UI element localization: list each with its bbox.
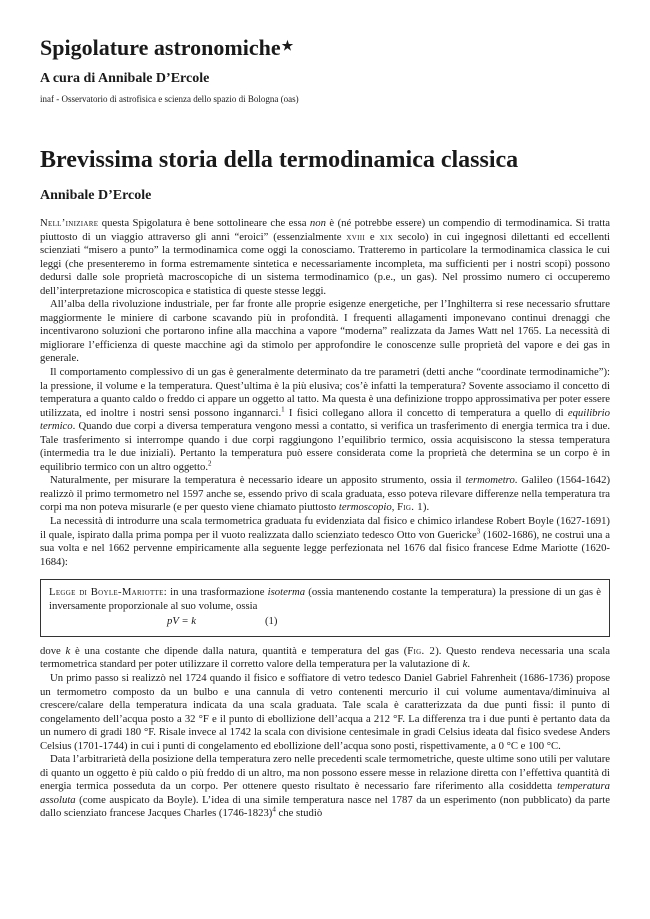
article-title: Brevissima storia della termodinamica classica bbox=[40, 147, 519, 173]
law-title: Legge di Boyle-Mariotte: bbox=[49, 586, 167, 599]
article-author: Annibale D’Ercole bbox=[40, 188, 152, 203]
text-run: ). bbox=[422, 501, 430, 514]
text-run: La necessità di introdurre una scala termometrica graduata fu evidenziata dal fisico e chimico irlandese Robert Boyle (1627-1691) il quale, ispirato dalla prima pompa per il vuoto realizzata dallo scienziato tedesco Otto von Guericke bbox=[40, 515, 610, 541]
text-run: che studiò bbox=[275, 807, 323, 820]
text-run: . Quando due corpi a diversa temperatura vengono messi a contatto, si verifica un trasferimento di energia termica tra i due. Tale trasferimento si interrompe quando i due corpi raggiungono l’equilibrio termico, ossia acquisiscono la stessa temperatura (intermedia tra le due iniziali). Pertanto la temperatura può essere considerata come la proprietà che determina se un corpo è in equilibrio termico con un altro oggetto. bbox=[40, 420, 610, 473]
article-body bbox=[40, 217, 610, 821]
emphasis: termoscopio bbox=[338, 501, 392, 514]
figure-ref-2[interactable]: Fig. 2 bbox=[407, 644, 436, 657]
footnote-ref-4[interactable]: 4 bbox=[272, 805, 276, 814]
text-run: questa Spigolatura è bene sottolineare che essa bbox=[98, 217, 310, 229]
paragraph-intro bbox=[40, 217, 610, 298]
emphasis: isoterma bbox=[267, 586, 306, 599]
equation-number: (1) bbox=[265, 615, 278, 628]
footnote-ref-2[interactable]: 2 bbox=[208, 459, 212, 468]
text-run: è una costante che dipende dalla natura, quantità e temperatura del gas ( bbox=[70, 644, 408, 657]
equation-body: pV = k bbox=[167, 615, 196, 628]
paragraph-fahrenheit: Un primo passo si realizzò nel 1724 quando il fisico e soffiatore di vetro tedesco Daniel Gabriel Fahrenheit (1686-1736) propose un termometro composto da un bulbo e una cannula di vetro contenenti mercurio il cui volume aumentava/diminuiva al crescere/calare della temperatura indicata da una scala graduata. Tale scala è caratterizzata da due punti fissi: il punto di congelamento dell’acqua posto a 32 °F e il punto di ebollizione dell’acqua a 212 °F. La differenza tra i due punti è pertanto data da un numero di gradi 180 °F. Risale invece al 1742 la scala con divisione centesimale in gradi Celsius ideata dal fisico svedese Anders Celsius (1701-1744) in cui i punti di congelamento ed ebollizione dell’acqua sono posti, rispettivamente, a 0 °C e 100 °C. bbox=[40, 671, 610, 752]
lead-in: Nell’iniziare bbox=[40, 217, 99, 229]
series-title-text: Spigolature astronomiche bbox=[40, 35, 281, 60]
text-run: I fisici collegano allora il concetto di temperatura a quello di bbox=[284, 406, 568, 419]
roman-numeral: xix bbox=[379, 230, 393, 243]
text-run: in una trasformazione bbox=[166, 586, 268, 599]
text-run: , bbox=[391, 501, 398, 514]
text-run: . bbox=[467, 658, 470, 671]
text-run: Il comportamento complessivo di un gas è generalmente determinato da tre parametri (detti anche “coordinate termodinamiche”): la pressione, il volume e la temperatura. Quest’ultima è la più elusiva; cos’è infatti la temperatura? Sovente associamo il concetto di temperatura a quanto caldo o freddo ci appare un oggetto al tatto. Ma questa è una definizione troppo approssimativa per poter essere utilizzata, ed inoltre i nostri sensi possono ingannarci. bbox=[40, 366, 610, 419]
paragraph-industrial: All’alba della rivoluzione industriale, per far fronte alle proprie esigenze energetiche, per l’Inghilterra si rese necessario sfruttare maggiormente le miniere di carbone scavando più in profondità. I frequenti allagamenti imponevano continui drenaggi che incentivarono soluzioni che portarono infine alla macchina a vapore “moderna” realizzata da James Watt nel 1765. La necessità di migliorare l’efficienza di queste macchine agì da stimolo per approfondire le conoscenze sulle proprietà del vapore e dei gas in generale. bbox=[40, 298, 610, 365]
text-run: Data l’arbitrarietà della posizione della temperatura zero nelle precedenti scale termometriche, queste ultime sono utili per valutare di quanto un oggetto è più caldo o più freddo di un altro, ma non possono essere messe in relazione diretta con l’effettiva quantità di energia termica posseduta da un corpo. Per ottenere questo risultato è necessario fare riferimento alla cosiddetta bbox=[40, 753, 610, 793]
emphasis: k bbox=[65, 644, 71, 657]
figure-ref-1[interactable]: Fig. 1 bbox=[397, 501, 423, 514]
equation bbox=[49, 615, 601, 629]
text-run: (ossia mantenendo costante la temperatura) la pressione di un gas è inversamente proporzionale al suo volume, ossia bbox=[49, 586, 601, 612]
star-icon: ★ bbox=[281, 38, 294, 53]
footnote-ref-1[interactable]: 1 bbox=[281, 405, 285, 414]
text-run: secolo) in cui ingegnosi dilettanti ed eccellenti scienziati “misero a punto” la termodinamica come oggi la conosciamo. Tratteremo in particolare la termodinamica classica le cui leggi (che presenteremo in forma estremamente sintetica e necessariamente incompleta, ma sufficienti per i nostri scopi) possono dedursi dalle sole proprietà macroscopiche di un sistema termodinamico (p.e., un gas). Nel prossimo numero ci occuperemo dell’interpretazione microscopica e statistica di queste stesse leggi. bbox=[40, 230, 611, 297]
paragraph-boyle bbox=[40, 515, 610, 569]
law-box bbox=[40, 579, 610, 637]
paragraph-constant bbox=[40, 645, 610, 672]
text-run: dove bbox=[40, 644, 66, 657]
emphasis: temperatura assoluta bbox=[40, 780, 610, 806]
emphasis: non bbox=[309, 217, 326, 229]
paragraph-thermometer bbox=[40, 474, 610, 515]
roman-numeral: xviii bbox=[346, 230, 366, 243]
text-run: Naturalmente, per misurare la temperatura è necessario ideare un apposito strumento, ossia il bbox=[50, 474, 466, 487]
editor-line: A cura di Annibale D’Ercole bbox=[40, 71, 210, 86]
footnote-ref-3[interactable]: 3 bbox=[476, 527, 481, 536]
text-run: (come auspicato da Boyle). L’idea di una simile temperatura nasce nel 1787 da un esperimento (non pubblicato) da parte dallo scienziato francese Jacques Charles (1746-1823) bbox=[40, 793, 610, 820]
paragraph-temperature bbox=[40, 366, 610, 474]
text-run: ). Questo rendeva necessaria una scala termometrica standard per poter utilizzare il corretto valore della temperatura per la valutazione di bbox=[40, 644, 611, 671]
emphasis: equilibrio termico bbox=[40, 406, 610, 433]
emphasis: k bbox=[462, 658, 468, 671]
text-run: (1602-1686), ne costruì una a sua volta e nel 1662 pervenne empiricamente alla seguente legge perfezionata nel 1676 dal fisico francese Edme Mariotte (1620-1684): bbox=[40, 528, 610, 568]
emphasis: termometro bbox=[465, 474, 515, 487]
paragraph-absolute bbox=[40, 753, 610, 821]
text-run: è (né potrebbe essere) un compendio di termodinamica. Si tratta piuttosto di un viaggio attraverso gli anni “eroici” (essenzialmente bbox=[40, 217, 610, 243]
affiliation: inaf - Osservatorio di astrofisica e scienza dello spazio di Bologna (oas) bbox=[40, 94, 299, 104]
text-run: . Galileo (1564-1642) realizzò il primo termometro nel 1597 anche se, essendo privo di scala graduata, esso poteva rilevare differenze nella temperatura tra corpi ma non poteva misurarle (e per questo viene chiamato piuttosto bbox=[40, 474, 610, 514]
series-title bbox=[40, 34, 610, 62]
text-run: e bbox=[365, 230, 380, 243]
